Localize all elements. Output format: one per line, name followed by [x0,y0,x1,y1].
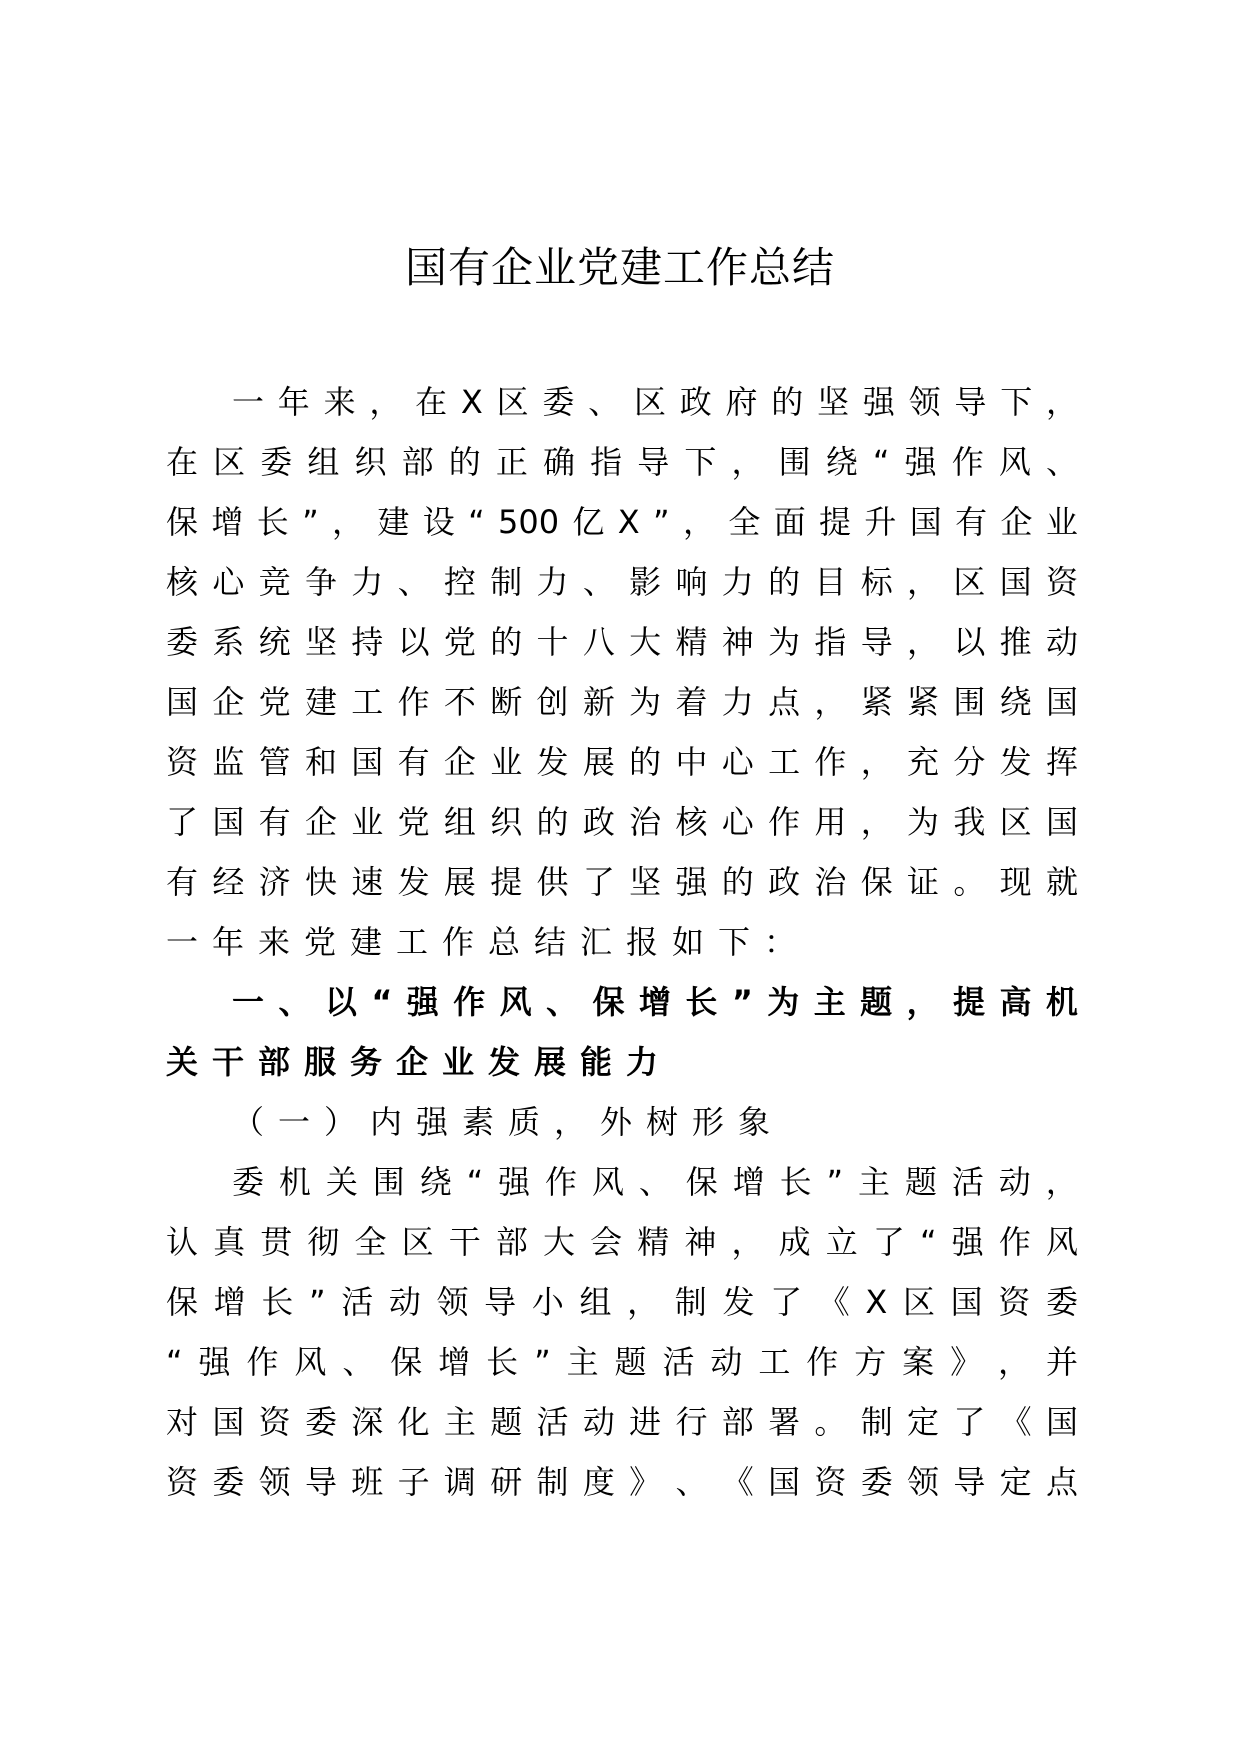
paragraph-line: 核 心 竞 争 力 、 控 制 力 、 影 响 力 的 目 标 ， 区 国 资 [166,563,1078,601]
paragraph-line: 保 增 长 ” ， 建 设 “ 500 亿 X ” ， 全 面 提 升 国 有 企 业 [166,503,1078,541]
paragraph-line: 资 监 管 和 国 有 企 业 发 展 的 中 心 工 作 ， 充 分 发 挥 [166,743,1078,781]
paragraph-line: 资 委 领 导 班 子 调 研 制 度 》 、 《 国 资 委 领 导 定 点 [166,1463,1078,1501]
section-heading-line: 一 、 以 “ 强 作 风 、 保 增 长 ” 为 主 题 ， 提 高 机 [232,983,1078,1021]
section-heading-line: 关干部服务企业发展能力 [166,1043,673,1081]
paragraph-line: 委 系 统 坚 持 以 党 的 十 八 大 精 神 为 指 导 ， 以 推 动 [166,623,1078,661]
paragraph-line: 委 机 关 围 绕 “ 强 作 风 、 保 增 长 ” 主 题 活 动 ， [232,1163,1078,1201]
paragraph-line: 一年来党建工作总结汇报如下： [166,923,811,961]
paragraph-line: （一）内强素质，外树形象 [232,1103,785,1141]
paragraph-line: 有 经 济 快 速 发 展 提 供 了 坚 强 的 政 治 保 证 。 现 就 [166,863,1078,901]
paragraph-line: “ 强 作 风 、 保 增 长 ” 主 题 活 动 工 作 方 案 》 ， 并 [166,1343,1078,1381]
paragraph-line: 认 真 贯 彻 全 区 干 部 大 会 精 神 ， 成 立 了 “ 强 作 风 [166,1223,1078,1261]
document-body [166,372,1078,1512]
paragraph-line: 国 企 党 建 工 作 不 断 创 新 为 着 力 点 ， 紧 紧 围 绕 国 [166,683,1078,721]
paragraph-line: 保 增 长 ” 活 动 领 导 小 组 ， 制 发 了 《 X 区 国 资 委 [166,1283,1078,1321]
paragraph-line: 一 年 来 ， 在 X 区 委 、 区 政 府 的 坚 强 领 导 下 ， [232,383,1078,421]
paragraph-line: 了 国 有 企 业 党 组 织 的 政 治 核 心 作 用 ， 为 我 区 国 [166,803,1078,841]
document-title: 国有企业党建工作总结 [404,243,835,292]
paragraph-line: 对 国 资 委 深 化 主 题 活 动 进 行 部 署 。 制 定 了 《 国 [166,1403,1078,1441]
paragraph-line: 在 区 委 组 织 部 的 正 确 指 导 下 ， 围 绕 “ 强 作 风 、 [166,443,1078,481]
